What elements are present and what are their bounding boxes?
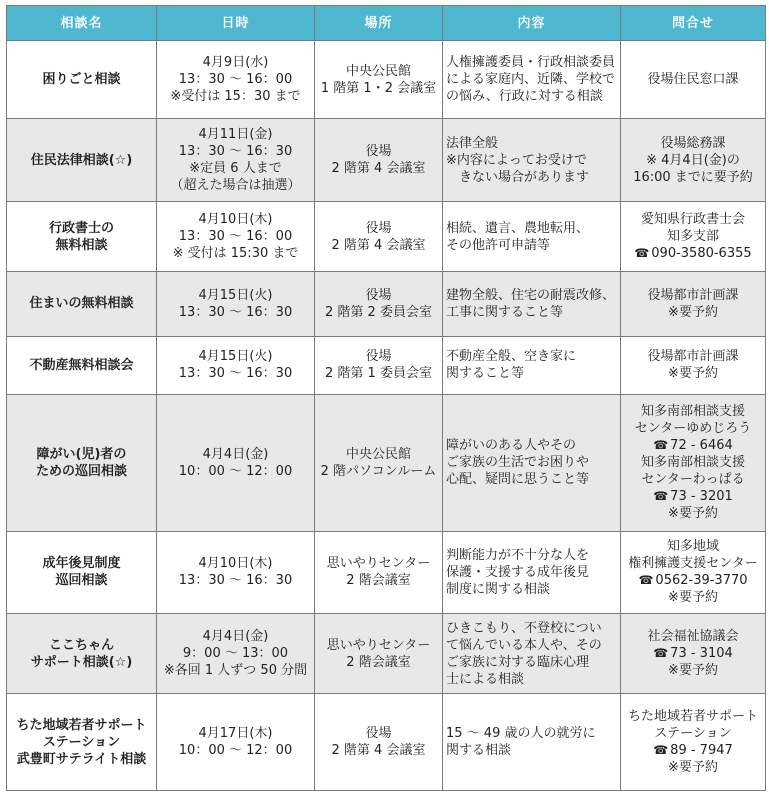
contact-line [624,759,762,776]
phone-number [624,645,762,662]
cell-line: 13：30 ～ 16：00 [178,72,293,88]
contact-cell [621,531,766,613]
contact-line [624,169,762,186]
contact-text: 73 - 3201 [670,489,733,505]
cell-line: 行政書士の [48,220,114,236]
cell-line: 建物全般、住宅の耐震改修、 [446,287,616,303]
cell-line: 10：00 ～ 12：00 [178,743,293,759]
contact-cell [621,336,766,394]
contact-text: ※要予約 [668,663,718,679]
place-cell [315,272,443,336]
consultation-schedule-table [6,5,766,791]
contact-text: ※ 4月4日(金)の [646,152,740,168]
cell-line: 成年後見制度 [42,556,121,572]
consultation-name-cell [7,41,157,119]
date-time-cell [157,119,315,201]
cell-line: （超えた場合は抽選） [170,178,301,194]
header-date-time: 日時 [157,6,315,41]
telephone-icon: ☎ [653,646,669,661]
header-contact: 問合せ [621,6,766,41]
cell-line: 困りごと相談 [42,72,121,88]
contact-text: 役場総務課 [660,135,726,151]
cell-line: きない場合があります [446,169,590,185]
cell-line: 相続、遺言、農地転用、 [446,220,590,236]
contact-text: 0562-39-3770 [655,573,748,589]
cell-line: 不動産無料相談会 [29,357,134,373]
contact-text: 知多支部 [666,229,719,245]
cell-line: 巡回相談 [55,573,108,589]
cell-line: て悩んでいる本人や、その [446,637,602,653]
contact-text: 愛知県行政書士会 [640,212,745,228]
contact-text: ※要予約 [668,366,718,382]
contact-line [624,71,762,88]
contact-line [624,538,762,555]
contact-line [624,505,762,522]
consultation-name-cell [7,336,157,394]
contact-text: ※要予約 [668,590,718,606]
contact-line [624,211,762,228]
cell-line: 不動産全般、空き家に [446,349,577,365]
cell-line: 士による相談 [446,671,525,687]
consultation-name-cell [7,201,157,271]
contact-text: 89 - 7947 [670,743,733,759]
table-row [7,614,766,694]
cell-line: 住民法律相談(☆) [30,152,133,168]
cell-line: ※受付は 15：30 まで [170,89,301,105]
cell-line: 4月11日(金) [198,127,273,143]
cell-line: 住まいの無料相談 [29,296,134,312]
cell-line: 13：30 ～ 16：30 [178,144,293,160]
cell-line: 2 階第 4 会議室 [331,237,426,253]
cell-line: 13：30 ～ 16：00 [178,229,293,245]
date-time-cell [157,614,315,694]
contact-text: ※要予約 [668,304,718,320]
consultation-name-cell [7,694,157,791]
contact-text: 090-3580-6355 [651,246,752,262]
phone-number [624,437,762,454]
cell-line: 役場 [365,726,392,742]
cell-line: 役場 [365,220,392,236]
contact-line [624,304,762,321]
cell-line: 人権擁護委員・行政相談委員 [446,55,616,71]
cell-line: 武豊町サテライト相談 [16,751,147,767]
contact-text: ※要予約 [668,506,718,522]
contact-line [624,403,762,420]
consultation-name-cell [7,531,157,613]
place-cell [315,201,443,271]
cell-line: ご家族の生活でお困りや [446,455,590,471]
cell-line: の悩み、行政に対する相談 [446,89,603,105]
cell-line: その他許可申請等 [446,237,551,253]
table-body [7,41,766,791]
place-cell [315,531,443,613]
contact-line [624,628,762,645]
cell-line: 工事に関すること等 [446,304,564,320]
table-row [7,272,766,336]
table-row [7,394,766,531]
cell-line: 障がい(児)者の [36,446,127,462]
cell-line: 関すること等 [446,366,525,382]
contact-line [624,555,762,572]
cell-line: 中央公民館 [345,63,411,79]
contact-text: センターゆめじろう [634,421,752,437]
cell-line: サポート相談(☆) [30,654,133,670]
phone-number [624,572,762,589]
cell-line: 保護・支援する成年後見 [446,564,590,580]
content-cell [443,694,621,791]
cell-line: 中央公民館 [345,446,411,462]
table-row [7,531,766,613]
contact-line [624,152,762,169]
telephone-icon: ☎ [653,489,669,504]
cell-line: 2 階第 4 会議室 [331,743,426,759]
contact-text: ちた地域若者サポート [627,709,758,725]
content-cell [443,41,621,119]
contact-line [624,471,762,488]
date-time-cell [157,41,315,119]
telephone-icon: ☎ [653,743,669,758]
contact-line [624,420,762,437]
cell-line: 無料相談 [55,237,108,253]
cell-line: 4月4日(金) [202,629,269,645]
contact-text: 役場都市計画課 [647,287,739,303]
place-cell [315,614,443,694]
contact-cell [621,119,766,201]
cell-line: 4月10日(木) [198,212,273,228]
contact-text: 役場住民窓口課 [647,72,739,88]
cell-line: 4月15日(火) [198,287,273,303]
contact-line [624,287,762,304]
contact-line [624,662,762,679]
header-content: 内容 [443,6,621,41]
cell-line: ここちゃん [48,637,114,653]
table-row [7,41,766,119]
contact-text: 権利擁護支援センター [628,556,758,572]
date-time-cell [157,394,315,531]
content-cell [443,119,621,201]
cell-line: ※ 受付は 15:30 まで [172,246,299,262]
contact-text: 役場都市計画課 [647,349,739,365]
header-place: 場所 [315,6,443,41]
table-row [7,201,766,271]
cell-line: 法律全般 [446,135,499,151]
place-cell [315,119,443,201]
cell-line: 2 階第 4 会議室 [331,161,426,177]
contact-text: 72 - 6464 [670,438,733,454]
contact-line [624,135,762,152]
cell-line: 心配、疑問に思うこと等 [446,472,590,488]
cell-line: による家庭内、近隣、学校で [446,72,616,88]
contact-line [624,725,762,742]
contact-line [624,708,762,725]
telephone-icon: ☎ [653,438,669,453]
place-cell [315,394,443,531]
cell-line: 4月17日(木) [198,726,273,742]
content-cell [443,531,621,613]
cell-line: ステーション [42,734,121,750]
cell-line: 役場 [365,349,392,365]
date-time-cell [157,201,315,271]
telephone-icon: ☎ [634,246,650,261]
content-cell [443,201,621,271]
consultation-name-cell [7,394,157,531]
date-time-cell [157,272,315,336]
cell-line: 13：30 ～ 16：30 [178,304,293,320]
phone-number [624,488,762,505]
table-row [7,694,766,791]
cell-line: 2 階会議室 [346,573,411,589]
cell-line: 2 階パソコンルーム [320,463,437,479]
table-row [7,119,766,201]
cell-line: 1 階第 1・2 会議室 [320,80,437,96]
contact-text: センターわっぱる [641,472,745,488]
cell-line: 思いやりセンター [326,637,431,653]
cell-line: 9：00 ～ 13：00 [182,646,289,662]
cell-line: ための巡回相談 [35,463,127,479]
cell-line: 15 ～ 49 歳の人の就労に [446,726,596,742]
cell-line: 役場 [365,144,392,160]
cell-line: ご家族に対する臨床心理 [446,654,590,670]
cell-line: ※内容によってお受けで [446,152,587,168]
contact-cell [621,614,766,694]
cell-line: 関する相談 [446,743,512,759]
date-time-cell [157,694,315,791]
place-cell [315,694,443,791]
consultation-name-cell [7,614,157,694]
contact-cell [621,201,766,271]
cell-line: 13：30 ～ 16：30 [178,573,293,589]
cell-line: ※定員 6 人まで [189,161,282,177]
cell-line: 2 階第 2 委員会室 [325,304,432,320]
contact-text: 知多地域 [666,539,719,555]
contact-text: 知多南部相談支援 [640,404,745,420]
table-row [7,336,766,394]
header-row [7,6,766,41]
contact-line [624,589,762,606]
cell-line: 2 階第 1 委員会室 [325,366,432,382]
cell-line: 障がいのある人やその [446,438,577,454]
consultation-name-cell [7,119,157,201]
contact-cell [621,394,766,531]
cell-line: 10：00 ～ 12：00 [178,463,293,479]
place-cell [315,336,443,394]
contact-text: 16:00 までに要予約 [633,169,753,185]
cell-line: 4月15日(火) [198,349,273,365]
cell-line: 13：30 ～ 16：30 [178,366,293,382]
cell-line: 制度に関する相談 [446,581,551,597]
contact-line [624,365,762,382]
cell-line: ※各回 1 人ずつ 50 分間 [163,663,308,679]
phone-number [624,245,762,262]
cell-line: 4月10日(木) [198,556,273,572]
cell-line: 役場 [365,287,392,303]
cell-line: 思いやりセンター [326,556,431,572]
phone-number [624,742,762,759]
contact-cell [621,41,766,119]
contact-line [624,348,762,365]
contact-text: ステーション [654,726,732,742]
content-cell [443,394,621,531]
contact-text: ※要予約 [668,760,718,776]
contact-text: 73 - 3104 [670,646,733,662]
cell-line: 4月9日(水) [202,55,269,71]
consultation-name-cell [7,272,157,336]
cell-line: 4月4日(金) [202,446,269,462]
date-time-cell [157,336,315,394]
place-cell [315,41,443,119]
contact-text: 社会福祉協議会 [647,629,739,645]
contact-line [624,454,762,471]
cell-line: 2 階会議室 [346,654,411,670]
cell-line: ひきこもり、不登校につい [446,620,602,636]
date-time-cell [157,531,315,613]
telephone-icon: ☎ [638,573,654,588]
content-cell [443,614,621,694]
contact-cell [621,694,766,791]
content-cell [443,272,621,336]
table-header [7,6,766,41]
header-consultation-name: 相談名 [7,6,157,41]
cell-line: ちた地域若者サポート [16,717,147,733]
content-cell [443,336,621,394]
contact-text: 知多南部相談支援 [640,455,745,471]
contact-cell [621,272,766,336]
cell-line: 判断能力が不十分な人を [446,547,590,563]
contact-line [624,228,762,245]
